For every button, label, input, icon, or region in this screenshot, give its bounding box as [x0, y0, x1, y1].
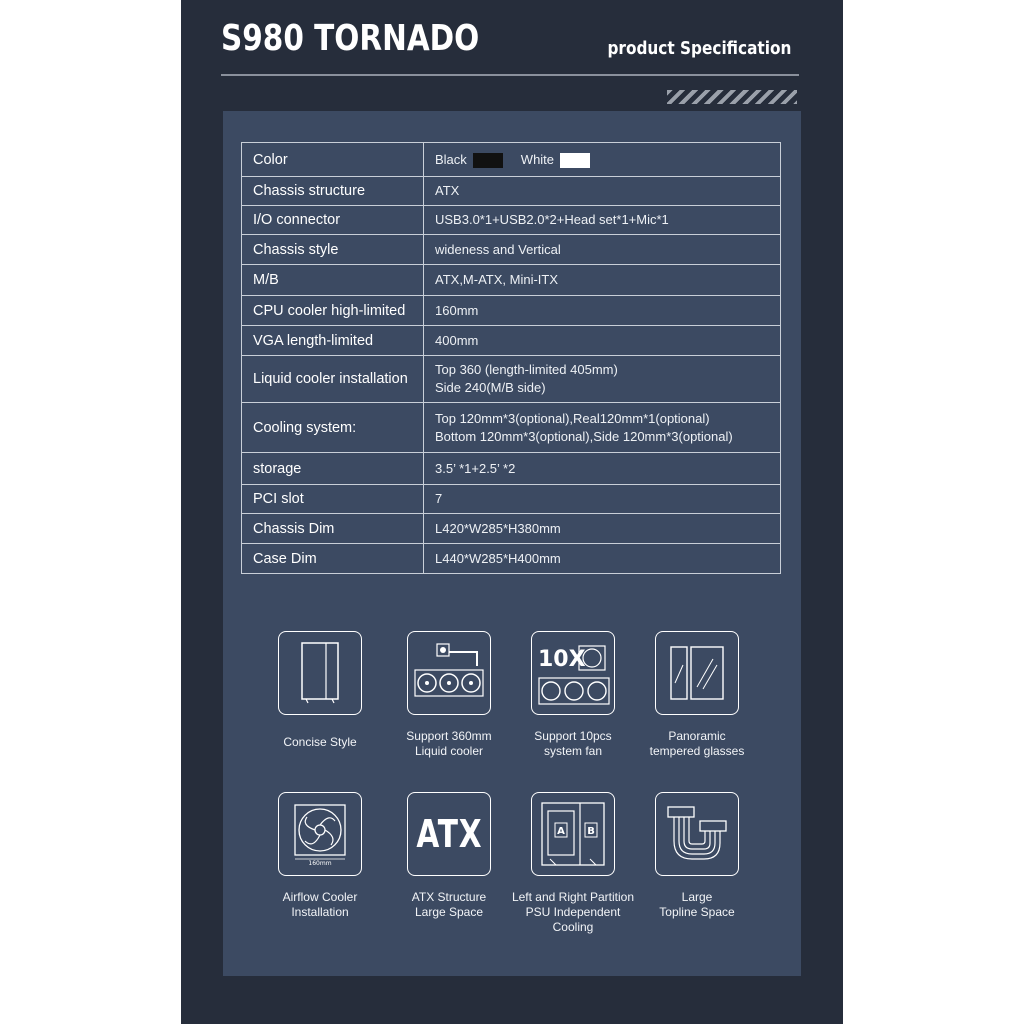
feature-label: ATX Structure Large Space [411, 890, 487, 919]
table-row [242, 296, 781, 326]
spec-label: Chassis Dim [242, 514, 424, 544]
spec-label: PCI slot [242, 485, 424, 514]
table-row [242, 206, 781, 235]
feature-liquid-cooler [387, 631, 511, 759]
feature-airflow [258, 792, 382, 920]
spec-value: L440*W285*H400mm [424, 544, 781, 574]
spec-value [424, 143, 781, 177]
spec-value: 3.5’ *1+2.5’ *2 [424, 453, 781, 485]
atx-badge: ATX [415, 812, 483, 856]
spec-label: Liquid cooler installation [242, 356, 424, 403]
ten-x-badge: 10X [538, 647, 586, 672]
spec-value: Top 120mm*3(optional),Real120mm*1(optional) Bottom 120mm*3(optional),Side 120mm*3(optional) [424, 403, 781, 453]
feature-label: Support 10pcs system fan [534, 729, 612, 758]
spec-label: storage [242, 453, 424, 485]
ten-fans-icon [531, 631, 615, 715]
spec-label: M/B [242, 265, 424, 296]
color-white-label: White [520, 151, 555, 167]
spec-label: Case Dim [242, 544, 424, 574]
feature-label: Large Topline Space [659, 890, 735, 919]
spec-value: ATX [424, 177, 781, 206]
liquid-cooler-icon [407, 631, 491, 715]
cable-icon [655, 792, 739, 876]
atx-icon [407, 792, 491, 876]
spec-table [241, 142, 781, 574]
case-icon [278, 631, 362, 715]
spec-value: ATX,M-ATX, Mini-ITX [424, 265, 781, 296]
feature-label: Airflow Cooler Installation [282, 890, 358, 919]
table-row [242, 485, 781, 514]
spec-label: I/O connector [242, 206, 424, 235]
feature-glass-panels [635, 631, 759, 759]
table-row [242, 177, 781, 206]
airflow-fan-icon [278, 792, 362, 876]
feature-topline [635, 792, 759, 920]
spec-label: Chassis structure [242, 177, 424, 206]
spec-label: Cooling system: [242, 403, 424, 453]
spec-value: wideness and Vertical [424, 235, 781, 265]
feature-label: Left and Right Partition PSU Independent Cooling [511, 890, 635, 934]
spec-value: Top 360 (length-limited 405mm) Side 240(M/B side) [424, 356, 781, 403]
feature-concise-style [258, 631, 382, 750]
table-row [242, 544, 781, 574]
feature-ten-fans [511, 631, 635, 759]
white-swatch [560, 153, 590, 168]
table-row [242, 265, 781, 296]
table-row [242, 235, 781, 265]
table-row [242, 143, 781, 177]
spec-panel [223, 111, 801, 976]
fan-size-badge: 160mm [308, 860, 332, 867]
glass-panel-icon [655, 631, 739, 715]
spec-label: VGA length-limited [242, 326, 424, 356]
spec-label: Chassis style [242, 235, 424, 265]
feature-label: Concise Style [283, 735, 357, 749]
partition-icon [531, 792, 615, 876]
feature-atx [387, 792, 511, 920]
spec-value: 400mm [424, 326, 781, 356]
partition-a-badge: A [557, 826, 565, 837]
product-subtitle: product Specification [607, 38, 791, 59]
table-row [242, 326, 781, 356]
spec-label: CPU cooler high-limited [242, 296, 424, 326]
spec-value: 160mm [424, 296, 781, 326]
header-divider [221, 74, 799, 76]
table-row [242, 453, 781, 485]
feature-label: Support 360mm Liquid cooler [406, 729, 492, 758]
spec-value: USB3.0*1+USB2.0*2+Head set*1+Mic*1 [424, 206, 781, 235]
spec-value: L420*W285*H380mm [424, 514, 781, 544]
spec-value: 7 [424, 485, 781, 514]
table-row [242, 514, 781, 544]
black-swatch [473, 153, 503, 168]
spec-label: Color [242, 143, 424, 177]
product-title: S980 TORNADO [221, 18, 480, 59]
spec-sheet [181, 0, 843, 1024]
stripe-decoration [667, 90, 797, 104]
partition-b-badge: B [587, 826, 595, 837]
feature-partition [511, 792, 635, 935]
table-row [242, 403, 781, 453]
feature-grid [223, 629, 801, 949]
table-row [242, 356, 781, 403]
feature-label: Panoramic tempered glasses [649, 729, 745, 758]
color-black-label: Black [435, 151, 467, 167]
